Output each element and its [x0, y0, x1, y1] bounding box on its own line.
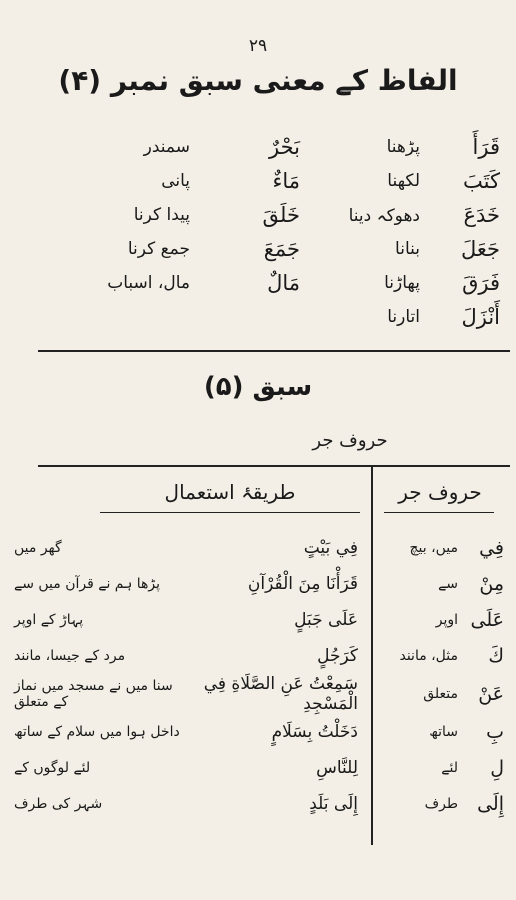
- vocab-row: [40, 164, 500, 198]
- vocab-arabic-word: جَعَلَ: [460, 237, 500, 261]
- usage-example: لِلنَّاسِ: [316, 758, 358, 778]
- subheading: حروف جر: [312, 430, 388, 451]
- usage-example: كَرَجُلٍ: [317, 646, 358, 666]
- vocab-urdu-meaning: سمندر: [143, 137, 190, 157]
- vocab-urdu-meaning: پڑھنا: [386, 137, 420, 157]
- preposition-meaning: سے: [438, 576, 458, 592]
- usage-example: عَلَى جَبَلٍ: [294, 610, 358, 630]
- usage-example: فِي بَيْتٍ: [303, 538, 358, 558]
- usage-translation: پہاڑ کے اوپر: [14, 612, 84, 628]
- vocab-urdu-meaning: جمع کرنا: [127, 239, 190, 259]
- vocab-arabic-word: خَلَقَ: [262, 203, 300, 227]
- header-usage: طریقۂ استعمال: [164, 480, 296, 504]
- preposition: لِ: [490, 757, 504, 779]
- table-top-border: [38, 465, 510, 467]
- vocab-urdu-meaning: دھوکہ دینا: [348, 205, 420, 226]
- preposition-row: [14, 638, 510, 674]
- lesson5-title: سبق (۵): [203, 372, 313, 402]
- prepositions-table: [14, 530, 510, 822]
- usage-translation: گھر میں: [14, 540, 62, 556]
- header-huroof: حروف جر: [398, 480, 482, 504]
- header-underline: [100, 512, 360, 513]
- vocab-urdu-meaning: پیدا کرنا: [133, 205, 190, 225]
- header-underline: [384, 512, 494, 513]
- preposition-meaning: متعلق: [423, 686, 458, 702]
- usage-translation: شہر کی طرف: [14, 796, 103, 812]
- vocab-row: [40, 266, 500, 300]
- preposition: إِلَى: [477, 793, 504, 815]
- usage-example: دَخَلْتُ بِسَلَامٍ: [271, 722, 358, 742]
- vocab-arabic-word: كَتَبَ: [463, 169, 500, 193]
- page-number: ۲۹: [248, 36, 268, 56]
- vocab-urdu-meaning: اتارنا: [387, 307, 420, 327]
- usage-example: قَرَأْنَا مِنَ الْقُرْآنِ: [247, 574, 358, 594]
- vocab-arabic-word: أَنْزَلَ: [461, 305, 500, 329]
- preposition-row: [14, 602, 510, 638]
- preposition-meaning: میں، بیچ: [409, 540, 458, 556]
- usage-translation: سنا میں نے مسجد میں نماز کے متعلق: [14, 678, 173, 710]
- vocab-arabic-word: خَدَعَ: [463, 203, 500, 227]
- preposition: فِي: [479, 537, 504, 559]
- vocab-arabic-word: مَالٌ: [267, 271, 300, 295]
- usage-example: سَمِعْتُ عَنِ الصَّلَاةِ فِي الْمَسْجِدِ: [203, 674, 358, 714]
- vocab-urdu-meaning: پانی: [161, 171, 190, 191]
- preposition-meaning: طرف: [424, 796, 458, 812]
- vocab-urdu-meaning: [40, 300, 190, 334]
- preposition: عَنْ: [478, 683, 504, 705]
- vocab-arabic-word: قَرَأَ: [472, 135, 500, 159]
- vocab-arabic-word: بَحْرٌ: [269, 135, 300, 159]
- vocab-row: [40, 130, 500, 164]
- preposition-meaning: لئے: [441, 760, 458, 776]
- preposition-meaning: ساتھ: [429, 724, 458, 740]
- usage-translation: لئے لوگوں کے: [14, 760, 91, 776]
- vocab-arabic-word: جَمَعَ: [263, 237, 300, 261]
- vocab-row: [40, 232, 500, 266]
- vocab-urdu-meaning: مال، اسباب: [107, 273, 190, 293]
- preposition-row: [14, 786, 510, 822]
- lesson4-title: الفاظ کے معنی سبق نمبر (۴): [58, 64, 458, 97]
- vocab-row: [40, 198, 500, 232]
- preposition-row: [14, 566, 510, 602]
- preposition-row: [14, 674, 510, 714]
- vocab-urdu-meaning: بنانا: [395, 239, 420, 259]
- preposition-meaning: اوپر: [435, 612, 458, 628]
- preposition-row: [14, 530, 510, 566]
- section-divider: [38, 350, 510, 352]
- vocab-row: [40, 300, 500, 334]
- preposition: بِ: [486, 721, 504, 743]
- vocab-table: [40, 130, 500, 334]
- vocab-urdu-meaning: لکھنا: [387, 171, 420, 191]
- usage-translation: پڑھا ہم نے قرآن میں سے: [14, 576, 161, 592]
- vocab-arabic-word: فَرَقَ: [462, 271, 500, 295]
- preposition: عَلَى: [470, 609, 504, 631]
- usage-translation: مرد کے جیسا، مانند: [14, 648, 126, 664]
- usage-example: إِلَى بَلَدٍ: [309, 794, 358, 814]
- usage-translation: داخل ہوا میں سلام کے ساتھ: [14, 724, 180, 740]
- preposition-row: [14, 750, 510, 786]
- preposition-row: [14, 714, 510, 750]
- preposition-meaning: مثل، مانند: [399, 648, 458, 664]
- vocab-arabic-word: مَاءٌ: [272, 169, 300, 193]
- preposition: مِنْ: [479, 573, 504, 595]
- preposition: كَ: [488, 645, 504, 667]
- vocab-urdu-meaning: پھاڑنا: [384, 273, 420, 293]
- vocab-arabic-word: [190, 300, 300, 334]
